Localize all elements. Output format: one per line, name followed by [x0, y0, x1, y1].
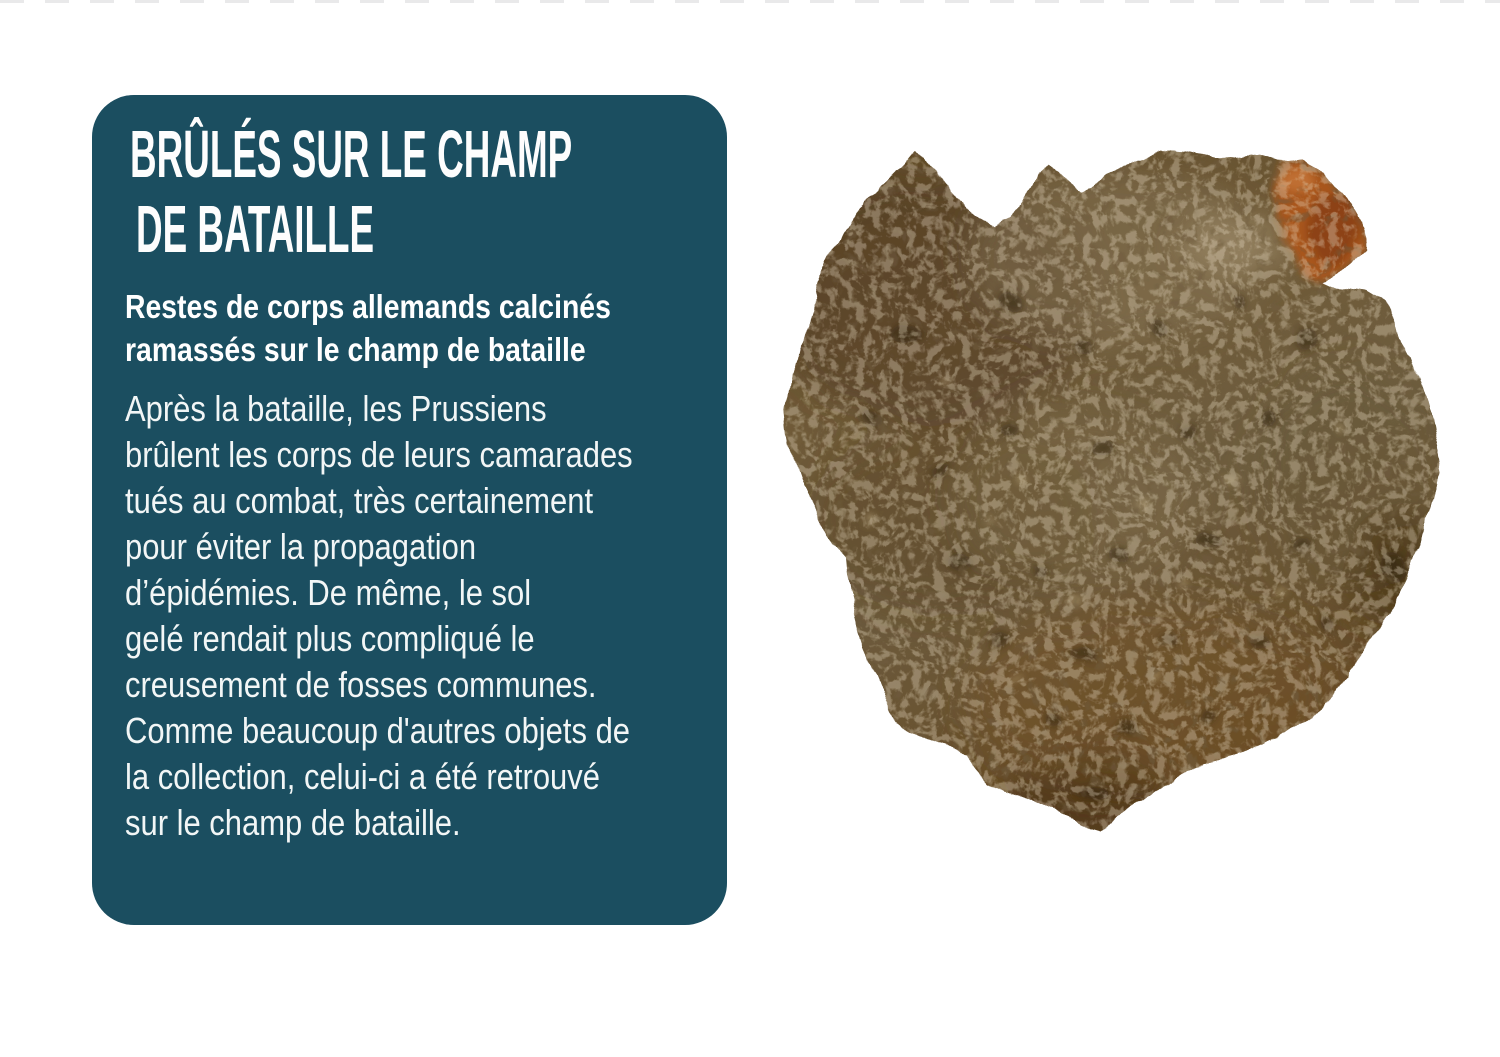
body-line: gelé rendait plus compliqué le [125, 618, 535, 659]
body-line: creusement de fosses communes. [125, 664, 597, 705]
panel-subtitle [125, 285, 690, 371]
body-line: brûlent les corps de leurs camarades [125, 434, 633, 475]
panel-body-text [125, 386, 715, 846]
body-line: d’épidémies. De même, le sol [125, 572, 532, 613]
body-line: pour éviter la propagation [125, 526, 477, 567]
body-line: tués au combat, très certainement [125, 480, 594, 521]
page-title-line-1: BRÛLÉS SUR LE CHAMP [130, 117, 573, 192]
body-line: Comme beaucoup d'autres objets de [125, 710, 631, 751]
body-line: sur le champ de bataille. [125, 802, 461, 843]
body-line: la collection, celui-ci a été retrouvé [125, 756, 600, 797]
info-panel [92, 95, 727, 925]
page-title [130, 117, 934, 267]
panel-subtitle-line-2: ramassés sur le champ de bataille [125, 331, 586, 368]
panel-subtitle-line-1: Restes de corps allemands calcinés [125, 288, 611, 325]
body-line: Après la bataille, les Prussiens [125, 388, 547, 429]
page-title-line-2: DE BATAILLE [136, 192, 375, 267]
